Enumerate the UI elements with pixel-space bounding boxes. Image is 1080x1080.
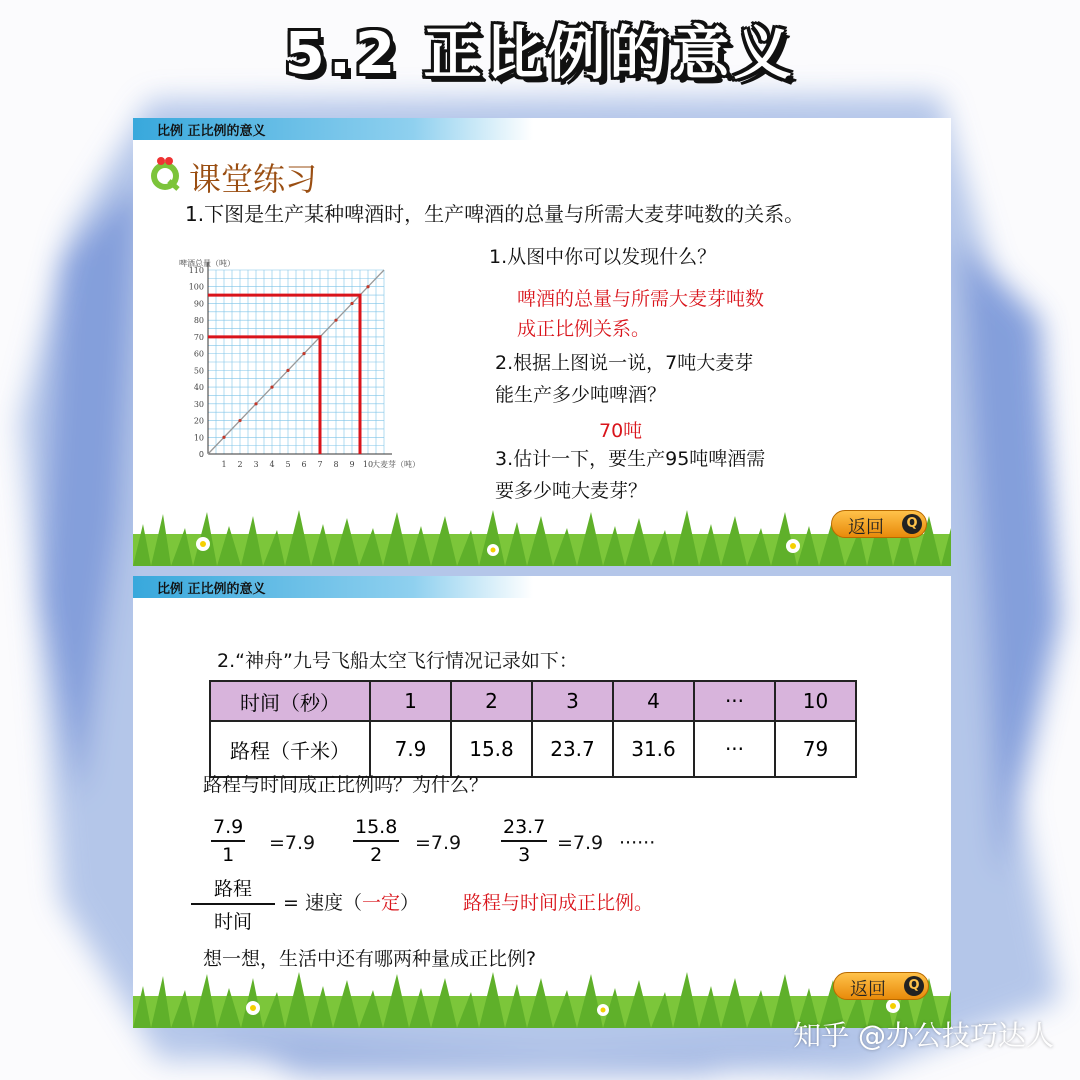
fraction-denominator: 1 bbox=[222, 844, 235, 866]
table-cell: 79 bbox=[775, 721, 856, 777]
table-header-row bbox=[210, 681, 856, 721]
fraction-denominator: 2 bbox=[370, 844, 383, 866]
table-cell: 3 bbox=[532, 681, 613, 721]
table-cell: 10 bbox=[775, 681, 856, 721]
conclusion-text: 路程与时间成正比例。 bbox=[463, 892, 654, 914]
origin-label: 0 bbox=[198, 450, 204, 459]
x-tick-label: 3 bbox=[253, 460, 259, 469]
q-circle-icon: Q bbox=[904, 976, 924, 996]
think-prompt: 想一想，生活中还有哪两种量成正比例? bbox=[203, 948, 537, 970]
q-logo-icon bbox=[147, 156, 183, 192]
ratio-fraction bbox=[191, 874, 275, 934]
problem-text: 2.“神舟”九号飞船太空飞行情况记录如下： bbox=[217, 650, 578, 672]
y-tick-label: 110 bbox=[188, 266, 204, 275]
breadcrumb: 比例 正比例的意义 bbox=[157, 124, 266, 139]
x-tick-label: 4 bbox=[269, 460, 275, 469]
table-cell: 1 bbox=[370, 681, 451, 721]
breadcrumb-bar bbox=[133, 576, 533, 598]
question-2-line1: 2.根据上图说一说，7吨大麦芽 bbox=[495, 352, 754, 374]
table-cell: 4 bbox=[613, 681, 694, 721]
slide-table-example bbox=[133, 576, 951, 1028]
fraction-denominator: 3 bbox=[518, 844, 531, 866]
fraction-result: =7.9 bbox=[415, 832, 462, 854]
breadcrumb: 比例 正比例的意义 bbox=[157, 582, 266, 597]
x-tick-label: 9 bbox=[349, 460, 355, 469]
y-tick-label: 100 bbox=[188, 282, 204, 292]
data-point bbox=[302, 352, 305, 355]
x-tick-label: 2 bbox=[237, 460, 243, 469]
watermark: 知乎 @办公技巧达人 bbox=[793, 1019, 1054, 1052]
table-cell: 时间（秒） bbox=[210, 681, 370, 721]
y-tick-label: 80 bbox=[193, 316, 204, 326]
speed-prefix: = 速度（ bbox=[283, 892, 362, 914]
table-row bbox=[210, 721, 856, 777]
question-2-line2: 能生产多少吨啤酒？ bbox=[495, 384, 667, 406]
flight-record-table bbox=[209, 680, 857, 778]
ellipsis: ······ bbox=[619, 832, 656, 854]
y-tick-label: 30 bbox=[193, 399, 204, 409]
x-tick-label: 1 bbox=[221, 460, 227, 469]
q-circle-icon: Q bbox=[902, 514, 922, 534]
fraction-numerator: 7.9 bbox=[211, 816, 245, 842]
speed-constant: 一定 bbox=[361, 892, 400, 914]
fraction-denominator: 时间 bbox=[213, 911, 252, 933]
table-cell: 15.8 bbox=[451, 721, 532, 777]
answer-2: 70吨 bbox=[599, 420, 643, 442]
y-tick-label: 20 bbox=[193, 416, 204, 426]
section-heading: 课堂练习 bbox=[189, 160, 318, 198]
y-tick-label: 90 bbox=[193, 299, 204, 309]
data-point bbox=[238, 419, 241, 422]
page-title: 5.2 正比例的意义 bbox=[284, 19, 796, 87]
data-point bbox=[270, 385, 273, 388]
question-3-line2: 要多少吨大麦芽？ bbox=[495, 480, 648, 502]
x-tick-label: 10 bbox=[362, 460, 374, 469]
table-cell: ··· bbox=[694, 721, 775, 777]
x-tick-label: 7 bbox=[317, 460, 323, 469]
question-text: 路程与时间成正比例吗？为什么？ bbox=[203, 774, 489, 796]
data-point bbox=[286, 369, 289, 372]
question-3-line1: 3.估计一下，要生产95吨啤酒需 bbox=[495, 448, 766, 470]
back-button-label: 返回 bbox=[850, 979, 886, 1000]
speed-suffix: ） bbox=[399, 892, 419, 914]
back-button-label: 返回 bbox=[848, 517, 884, 538]
speed-formula bbox=[283, 888, 419, 915]
answer-1-line1: 啤酒的总量与所需大麦芽吨数 bbox=[517, 288, 765, 310]
breadcrumb-bar bbox=[133, 118, 533, 140]
x-axis-label: 大麦芽（吨） bbox=[372, 460, 420, 469]
fraction-numerator: 23.7 bbox=[501, 816, 547, 842]
back-button[interactable] bbox=[833, 972, 929, 1000]
y-tick-label: 70 bbox=[193, 332, 204, 342]
y-tick-label: 50 bbox=[193, 366, 204, 376]
table-cell: 31.6 bbox=[613, 721, 694, 777]
data-point bbox=[254, 402, 257, 405]
question-1: 1.从图中你可以发现什么？ bbox=[489, 246, 717, 268]
data-point bbox=[350, 302, 353, 305]
problem-text: 1.下图是生产某种啤酒时，生产啤酒的总量与所需大麦芽吨数的关系。 bbox=[185, 202, 805, 226]
y-tick-label: 40 bbox=[193, 383, 204, 393]
proportion-chart bbox=[173, 254, 453, 494]
table-cell: 2 bbox=[451, 681, 532, 721]
table-cell: 23.7 bbox=[532, 721, 613, 777]
y-tick-label: 10 bbox=[193, 433, 204, 443]
fraction-1 bbox=[211, 816, 245, 866]
data-point bbox=[222, 436, 225, 439]
x-tick-label: 8 bbox=[333, 460, 339, 469]
grass-decoration bbox=[133, 504, 951, 566]
x-tick-label: 5 bbox=[285, 460, 291, 469]
back-button[interactable] bbox=[831, 510, 927, 538]
fraction-result: =7.9 bbox=[557, 832, 604, 854]
y-tick-label: 60 bbox=[193, 349, 204, 359]
table-cell: ··· bbox=[694, 681, 775, 721]
table-cell: 7.9 bbox=[370, 721, 451, 777]
fraction-numerator: 15.8 bbox=[353, 816, 399, 842]
fraction-result: =7.9 bbox=[269, 832, 316, 854]
table-cell: 路程（千米） bbox=[210, 721, 370, 777]
slide-practice bbox=[133, 118, 951, 566]
data-point bbox=[334, 319, 337, 322]
data-point bbox=[366, 285, 369, 288]
y-axis-label: 啤酒总量（吨） bbox=[179, 259, 235, 268]
x-tick-label: 6 bbox=[301, 460, 307, 469]
fraction-2 bbox=[353, 816, 399, 866]
fraction-numerator: 路程 bbox=[191, 874, 275, 905]
answer-1-line2: 成正比例关系。 bbox=[517, 318, 651, 340]
fraction-3 bbox=[501, 816, 547, 866]
